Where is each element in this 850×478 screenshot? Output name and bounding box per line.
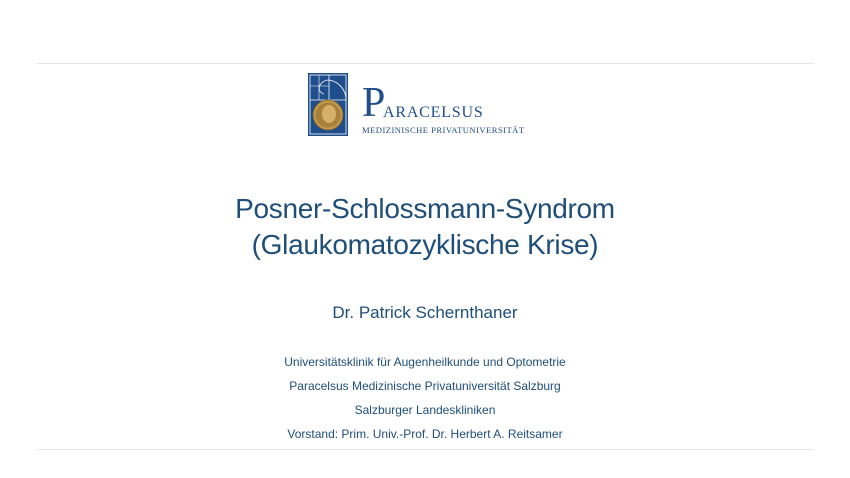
brand-name: ARACELSUS <box>383 104 484 121</box>
bottom-divider <box>37 449 814 450</box>
affiliation-head: Vorstand: Prim. Univ.-Prof. Dr. Herbert A. Reitsamer <box>287 427 563 441</box>
logo-graphic <box>307 72 545 138</box>
author-name: Dr. Patrick Schernthaner <box>332 303 518 322</box>
brand-subtitle: MEDIZINISCHE PRIVATUNIVERSITÄT <box>362 125 525 135</box>
medal-icon <box>307 72 349 137</box>
brand-big-letter: P <box>362 80 386 126</box>
affiliation-hospital: Salzburger Landeskliniken <box>354 403 496 417</box>
paracelsus-logo <box>307 72 545 138</box>
top-divider <box>37 63 814 64</box>
affiliation-university: Paracelsus Medizinische Privatuniversität Salzburg <box>289 379 561 393</box>
title-line-2: (Glaukomatozyklische Krise) <box>251 229 599 260</box>
title-line-1: Posner-Schlossmann-Syndrom <box>235 193 615 224</box>
affiliation-clinic: Universitätsklinik für Augenheilkunde und Optometrie <box>284 355 566 369</box>
